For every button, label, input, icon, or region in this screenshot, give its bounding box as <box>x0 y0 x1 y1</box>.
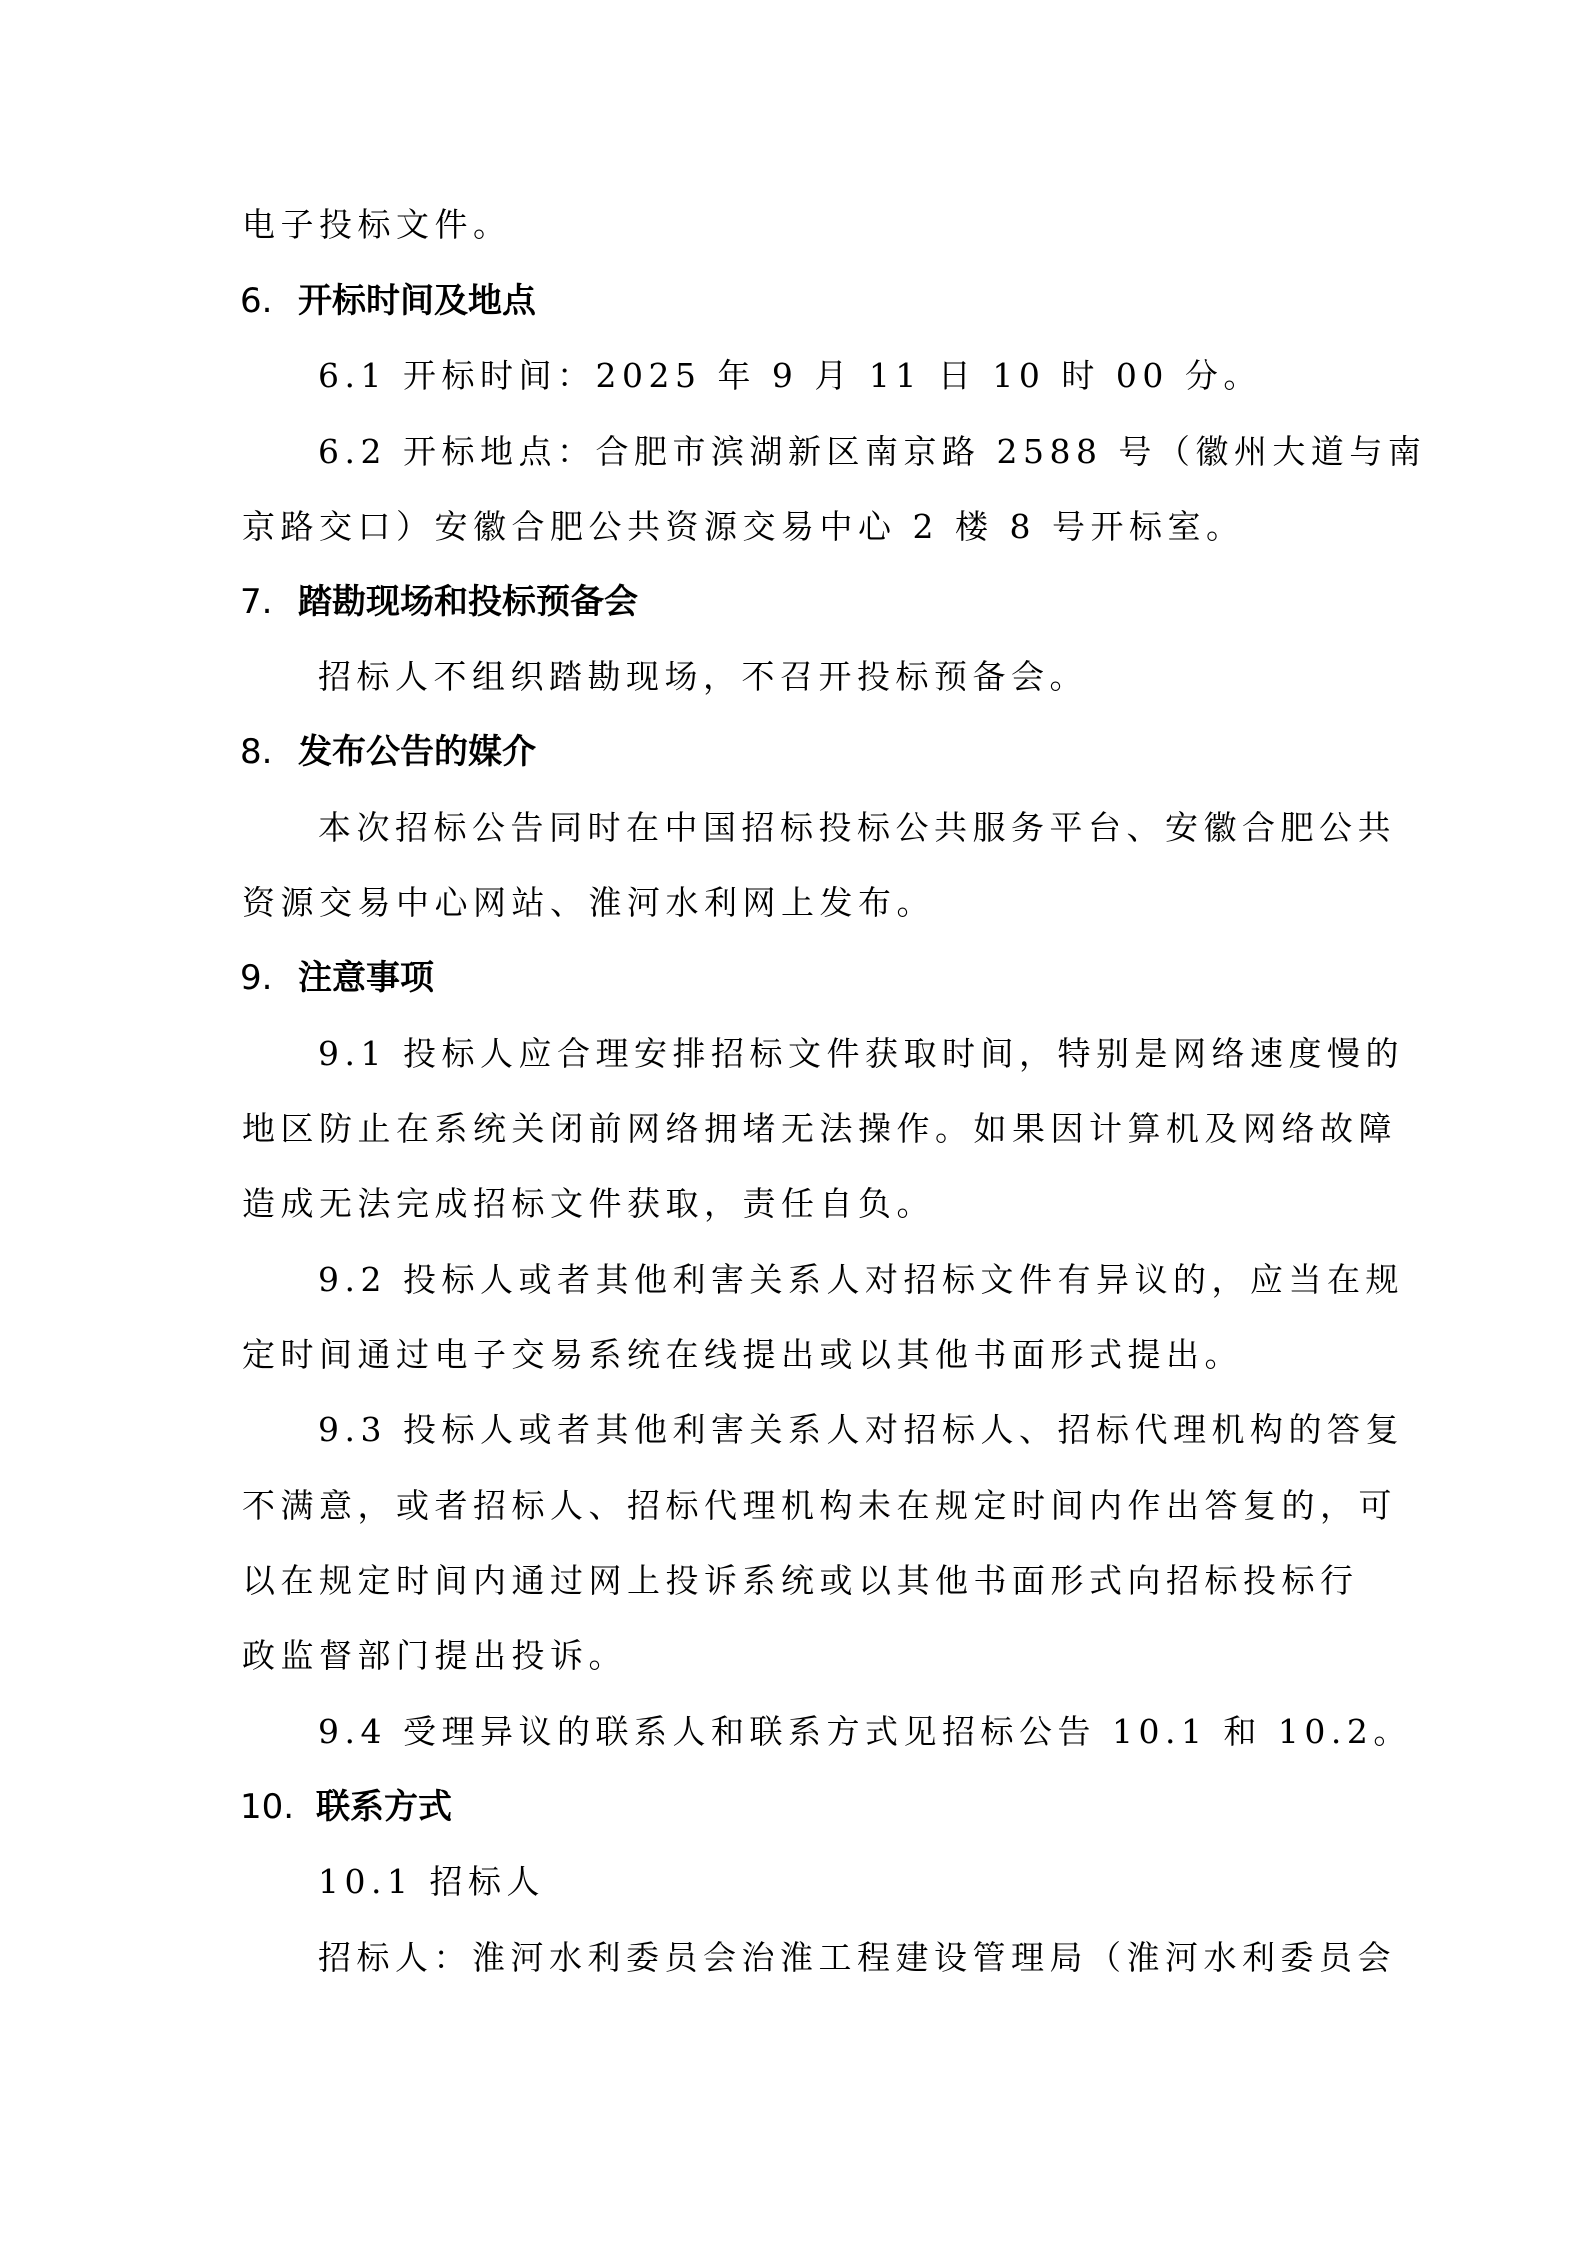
paragraph-line: 招标人不组织踏勘现场，不召开投标预备会。 <box>318 657 1088 696</box>
paragraph-line: 造成无法完成招标文件获取，责任自负。 <box>242 1184 935 1223</box>
section-heading-8 <box>240 732 536 772</box>
section-heading-10 <box>240 1787 452 1827</box>
paragraph-line: 6.1 开标时间：2025 年 9 月 11 日 10 时 00 分。 <box>318 356 1262 395</box>
paragraph-line: 资源交易中心网站、淮河水利网上发布。 <box>242 883 935 922</box>
paragraph-line: 9.3 投标人或者其他利害关系人对招标人、招标代理机构的答复 <box>318 1410 1404 1449</box>
paragraph-line: 地区防止在系统关闭前网络拥堵无法操作。如果因计算机及网络故障 <box>242 1109 1397 1148</box>
section-heading-7 <box>240 582 638 622</box>
paragraph-line: 本次招标公告同时在中国招标投标公共服务平台、安徽合肥公共 <box>318 808 1396 847</box>
paragraph-line: 定时间通过电子交易系统在线提出或以其他书面形式提出。 <box>242 1335 1243 1374</box>
paragraph-line: 电子投标文件。 <box>242 205 512 244</box>
paragraph-line: 不满意，或者招标人、招标代理机构未在规定时间内作出答复的，可 <box>242 1486 1397 1525</box>
section-number: 9. <box>240 958 273 998</box>
paragraph-line: 9.2 投标人或者其他利害关系人对招标文件有异议的，应当在规 <box>318 1260 1404 1299</box>
section-heading-6 <box>240 281 536 321</box>
section-title: 踏勘现场和投标预备会 <box>298 582 638 622</box>
section-number: 6. <box>240 281 273 321</box>
section-title: 发布公告的媒介 <box>298 732 536 772</box>
paragraph-line: 9.1 投标人应合理安排招标文件获取时间，特别是网络速度慢的 <box>318 1034 1404 1073</box>
paragraph-line: 政监督部门提出投诉。 <box>242 1636 627 1675</box>
section-heading-9 <box>240 958 434 998</box>
section-number: 10. <box>240 1787 295 1827</box>
paragraph-line: 10.1 招标人 <box>318 1862 545 1901</box>
paragraph-line: 京路交口）安徽合肥公共资源交易中心 2 楼 8 号开标室。 <box>242 507 1245 546</box>
paragraph-line: 以在规定时间内通过网上投诉系统或以其他书面形式向招标投标行 <box>242 1561 1359 1600</box>
paragraph-line: 6.2 开标地点：合肥市滨湖新区南京路 2588 号（徽州大道与南 <box>318 432 1427 471</box>
paragraph-line: 9.4 受理异议的联系人和联系方式见招标公告 10.1 和 10.2。 <box>318 1712 1412 1751</box>
section-number: 8. <box>240 732 273 772</box>
section-title: 开标时间及地点 <box>298 281 536 321</box>
section-title: 联系方式 <box>316 1787 452 1827</box>
section-title: 注意事项 <box>298 958 434 998</box>
paragraph-line: 招标人：淮河水利委员会治淮工程建设管理局（淮河水利委员会 <box>318 1938 1396 1977</box>
section-number: 7. <box>240 582 273 622</box>
